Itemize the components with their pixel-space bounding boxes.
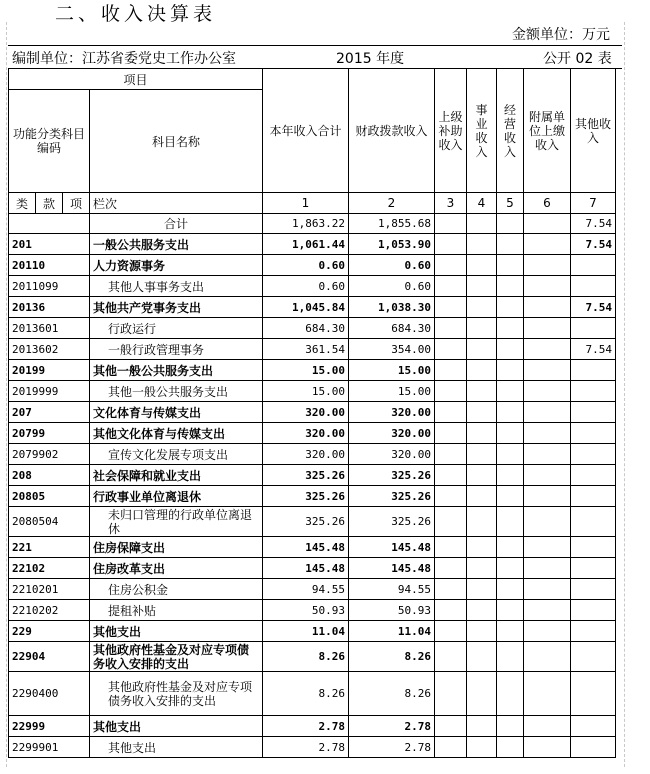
row-c7 bbox=[571, 672, 616, 716]
row-c1: 145.48 bbox=[263, 537, 349, 558]
project-header: 项目 bbox=[9, 69, 263, 90]
row-c2: 145.48 bbox=[349, 537, 435, 558]
empty-cell bbox=[467, 318, 497, 339]
form-label: 公开 02 表 bbox=[543, 51, 612, 67]
empty-cell bbox=[497, 672, 524, 716]
row-c7 bbox=[571, 737, 616, 758]
empty-cell bbox=[435, 402, 467, 423]
empty-cell bbox=[497, 600, 524, 621]
row-name: 未归口管理的行政单位离退休 bbox=[90, 507, 263, 537]
empty-cell bbox=[524, 486, 571, 507]
col6-header: 附属单位上缴收入 bbox=[524, 69, 571, 193]
row-code: 20805 bbox=[9, 486, 90, 507]
row-code: 2011099 bbox=[9, 276, 90, 297]
table-row bbox=[9, 558, 616, 579]
row-name: 其他支出 bbox=[90, 621, 263, 642]
empty-cell bbox=[497, 537, 524, 558]
row-c2: 8.26 bbox=[349, 672, 435, 716]
empty-cell bbox=[497, 737, 524, 758]
empty-cell bbox=[467, 255, 497, 276]
empty-cell bbox=[524, 255, 571, 276]
empty-cell bbox=[497, 402, 524, 423]
empty-cell bbox=[497, 423, 524, 444]
row-c7 bbox=[571, 360, 616, 381]
empty-cell bbox=[435, 297, 467, 318]
table-row bbox=[9, 402, 616, 423]
row-c2: 94.55 bbox=[349, 579, 435, 600]
empty-cell bbox=[524, 444, 571, 465]
table-row bbox=[9, 255, 616, 276]
row-name: 其他人事事务支出 bbox=[90, 276, 263, 297]
empty-cell bbox=[497, 486, 524, 507]
table-row bbox=[9, 465, 616, 486]
empty-cell bbox=[497, 579, 524, 600]
table-row bbox=[9, 423, 616, 444]
row-name: 其他一般公共服务支出 bbox=[90, 381, 263, 402]
empty-cell bbox=[467, 537, 497, 558]
row-c1: 2.78 bbox=[263, 716, 349, 737]
empty-cell bbox=[467, 465, 497, 486]
empty-cell bbox=[497, 621, 524, 642]
empty-cell bbox=[524, 579, 571, 600]
row-name: 一般行政管理事务 bbox=[90, 339, 263, 360]
col2-header: 财政拨款收入 bbox=[349, 69, 435, 193]
lei-header: 类 bbox=[9, 193, 36, 214]
empty-cell bbox=[467, 486, 497, 507]
row-name: 其他政府性基金及对应专项债务收入安排的支出 bbox=[90, 642, 263, 672]
empty-cell bbox=[435, 465, 467, 486]
row-name: 社会保障和就业支出 bbox=[90, 465, 263, 486]
empty-cell bbox=[524, 339, 571, 360]
row-c7 bbox=[571, 423, 616, 444]
row-c2: 354.00 bbox=[349, 339, 435, 360]
empty-cell bbox=[497, 507, 524, 537]
row-code: 2013601 bbox=[9, 318, 90, 339]
empty-cell bbox=[467, 579, 497, 600]
row-c2: 15.00 bbox=[349, 381, 435, 402]
row-code: 2210201 bbox=[9, 579, 90, 600]
row-c2: 325.26 bbox=[349, 465, 435, 486]
table-row bbox=[9, 381, 616, 402]
empty-cell bbox=[524, 716, 571, 737]
unit-label: 金额单位：万元 bbox=[512, 27, 610, 43]
row-name: 其他文化体育与传媒支出 bbox=[90, 423, 263, 444]
empty-cell bbox=[497, 360, 524, 381]
empty-cell bbox=[435, 318, 467, 339]
row-code: 22999 bbox=[9, 716, 90, 737]
row-code: 22904 bbox=[9, 642, 90, 672]
row-c7 bbox=[571, 621, 616, 642]
row-c1: 94.55 bbox=[263, 579, 349, 600]
row-code: 229 bbox=[9, 621, 90, 642]
row-code: 2079902 bbox=[9, 444, 90, 465]
table-row bbox=[9, 276, 616, 297]
empty-cell bbox=[467, 507, 497, 537]
col-num-4: 4 bbox=[467, 193, 497, 214]
empty-cell bbox=[497, 642, 524, 672]
empty-cell bbox=[467, 621, 497, 642]
row-name: 住房保障支出 bbox=[90, 537, 263, 558]
row-c2: 2.78 bbox=[349, 716, 435, 737]
empty-cell bbox=[467, 360, 497, 381]
empty-cell bbox=[524, 672, 571, 716]
row-code: 221 bbox=[9, 537, 90, 558]
row-c1: 1,061.44 bbox=[263, 234, 349, 255]
row-code: 22102 bbox=[9, 558, 90, 579]
row-code: 2019999 bbox=[9, 381, 90, 402]
row-name: 一般公共服务支出 bbox=[90, 234, 263, 255]
total-c1: 1,863.22 bbox=[263, 214, 349, 234]
row-c2: 1,053.90 bbox=[349, 234, 435, 255]
empty-cell bbox=[497, 444, 524, 465]
empty-cell bbox=[524, 276, 571, 297]
row-c2: 1,038.30 bbox=[349, 297, 435, 318]
empty-cell bbox=[467, 600, 497, 621]
empty-cell bbox=[435, 642, 467, 672]
table-row bbox=[9, 600, 616, 621]
empty-cell bbox=[497, 297, 524, 318]
row-c1: 325.26 bbox=[263, 507, 349, 537]
empty-cell bbox=[497, 318, 524, 339]
empty-cell bbox=[467, 402, 497, 423]
row-c7 bbox=[571, 444, 616, 465]
row-code: 2210202 bbox=[9, 600, 90, 621]
empty-cell bbox=[497, 465, 524, 486]
row-c7 bbox=[571, 716, 616, 737]
empty-cell bbox=[497, 558, 524, 579]
col-num-2: 2 bbox=[349, 193, 435, 214]
row-c1: 15.00 bbox=[263, 381, 349, 402]
empty-cell bbox=[524, 507, 571, 537]
empty-cell bbox=[524, 360, 571, 381]
row-name: 提租补贴 bbox=[90, 600, 263, 621]
empty-cell bbox=[497, 276, 524, 297]
empty-cell bbox=[435, 360, 467, 381]
row-c2: 320.00 bbox=[349, 402, 435, 423]
row-c7 bbox=[571, 507, 616, 537]
table-row bbox=[9, 339, 616, 360]
row-c1: 684.30 bbox=[263, 318, 349, 339]
income-table bbox=[8, 68, 616, 758]
row-code: 20799 bbox=[9, 423, 90, 444]
row-c7 bbox=[571, 642, 616, 672]
empty-cell bbox=[524, 642, 571, 672]
empty-cell bbox=[435, 234, 467, 255]
empty-cell bbox=[435, 507, 467, 537]
row-c1: 320.00 bbox=[263, 423, 349, 444]
empty-cell bbox=[467, 716, 497, 737]
col3-header: 上级补助收入 bbox=[435, 69, 467, 193]
row-name: 其他一般公共服务支出 bbox=[90, 360, 263, 381]
row-c2: 0.60 bbox=[349, 276, 435, 297]
row-c1: 325.26 bbox=[263, 465, 349, 486]
empty-cell bbox=[497, 339, 524, 360]
empty-cell bbox=[435, 276, 467, 297]
row-name: 宣传文化发展专项支出 bbox=[90, 444, 263, 465]
empty-cell bbox=[497, 716, 524, 737]
empty-cell bbox=[467, 234, 497, 255]
empty-cell bbox=[435, 672, 467, 716]
empty-cell bbox=[467, 381, 497, 402]
empty-cell bbox=[524, 621, 571, 642]
col-num-3: 3 bbox=[435, 193, 467, 214]
kuan-header: 款 bbox=[36, 193, 63, 214]
empty-cell bbox=[467, 423, 497, 444]
row-c2: 11.04 bbox=[349, 621, 435, 642]
table-row bbox=[9, 486, 616, 507]
row-c7: 7.54 bbox=[571, 339, 616, 360]
row-c1: 8.26 bbox=[263, 672, 349, 716]
empty-cell bbox=[524, 234, 571, 255]
row-c7 bbox=[571, 276, 616, 297]
row-c1: 1,045.84 bbox=[263, 297, 349, 318]
empty-cell bbox=[524, 737, 571, 758]
table-row bbox=[9, 642, 616, 672]
table-row bbox=[9, 672, 616, 716]
table-row bbox=[9, 579, 616, 600]
row-c2: 0.60 bbox=[349, 255, 435, 276]
empty-cell bbox=[467, 558, 497, 579]
row-c1: 8.26 bbox=[263, 642, 349, 672]
row-c1: 2.78 bbox=[263, 737, 349, 758]
col5-header: 经营收入 bbox=[497, 69, 524, 193]
row-c1: 145.48 bbox=[263, 558, 349, 579]
total-label: 合计 bbox=[90, 214, 263, 234]
empty-cell bbox=[467, 672, 497, 716]
table-row bbox=[9, 360, 616, 381]
empty-cell bbox=[467, 339, 497, 360]
row-c7 bbox=[571, 318, 616, 339]
table-row bbox=[9, 297, 616, 318]
row-c2: 50.93 bbox=[349, 600, 435, 621]
row-c7: 7.54 bbox=[571, 234, 616, 255]
empty-cell bbox=[435, 537, 467, 558]
row-c7 bbox=[571, 537, 616, 558]
row-code: 2080504 bbox=[9, 507, 90, 537]
empty-cell bbox=[435, 716, 467, 737]
empty-cell bbox=[524, 297, 571, 318]
row-c7 bbox=[571, 255, 616, 276]
row-code: 20136 bbox=[9, 297, 90, 318]
row-c2: 8.26 bbox=[349, 642, 435, 672]
row-c7 bbox=[571, 486, 616, 507]
row-name: 其他共产党事务支出 bbox=[90, 297, 263, 318]
row-c1: 361.54 bbox=[263, 339, 349, 360]
row-name: 其他支出 bbox=[90, 716, 263, 737]
org-label: 编制单位：江苏省委党史工作办公室 bbox=[12, 51, 236, 67]
col4-header: 事业收入 bbox=[467, 69, 497, 193]
col-num-5: 5 bbox=[497, 193, 524, 214]
row-name: 住房公积金 bbox=[90, 579, 263, 600]
row-name: 其他支出 bbox=[90, 737, 263, 758]
row-c7 bbox=[571, 558, 616, 579]
row-c2: 320.00 bbox=[349, 423, 435, 444]
table-row bbox=[9, 737, 616, 758]
row-code: 2299901 bbox=[9, 737, 90, 758]
row-c7 bbox=[571, 381, 616, 402]
table-row bbox=[9, 234, 616, 255]
empty-cell bbox=[497, 234, 524, 255]
row-c1: 50.93 bbox=[263, 600, 349, 621]
lanci-header: 栏次 bbox=[90, 193, 263, 214]
xiang-header: 项 bbox=[63, 193, 90, 214]
row-name: 住房改革支出 bbox=[90, 558, 263, 579]
row-c2: 320.00 bbox=[349, 444, 435, 465]
row-c7 bbox=[571, 579, 616, 600]
row-code: 20199 bbox=[9, 360, 90, 381]
row-c1: 15.00 bbox=[263, 360, 349, 381]
empty-cell bbox=[467, 444, 497, 465]
table-row bbox=[9, 444, 616, 465]
row-code: 20110 bbox=[9, 255, 90, 276]
col-num-7: 7 bbox=[571, 193, 616, 214]
row-c2: 684.30 bbox=[349, 318, 435, 339]
empty-cell bbox=[524, 600, 571, 621]
empty-cell bbox=[497, 255, 524, 276]
row-c2: 325.26 bbox=[349, 507, 435, 537]
row-code: 207 bbox=[9, 402, 90, 423]
row-c1: 325.26 bbox=[263, 486, 349, 507]
empty-cell bbox=[435, 558, 467, 579]
empty-cell bbox=[524, 558, 571, 579]
row-name: 行政运行 bbox=[90, 318, 263, 339]
row-c1: 11.04 bbox=[263, 621, 349, 642]
row-c7 bbox=[571, 402, 616, 423]
row-c1: 0.60 bbox=[263, 276, 349, 297]
col-num-6: 6 bbox=[524, 193, 571, 214]
empty-cell bbox=[524, 318, 571, 339]
col7-header: 其他收入 bbox=[571, 69, 616, 193]
table-row bbox=[9, 318, 616, 339]
empty-cell bbox=[524, 402, 571, 423]
row-c7: 7.54 bbox=[571, 297, 616, 318]
empty-cell bbox=[467, 276, 497, 297]
row-c1: 0.60 bbox=[263, 255, 349, 276]
empty-cell bbox=[435, 737, 467, 758]
row-c7 bbox=[571, 465, 616, 486]
empty-cell bbox=[467, 642, 497, 672]
table-row bbox=[9, 507, 616, 537]
empty-cell bbox=[435, 579, 467, 600]
empty-cell bbox=[524, 381, 571, 402]
row-code: 201 bbox=[9, 234, 90, 255]
row-name: 人力资源事务 bbox=[90, 255, 263, 276]
empty-cell bbox=[435, 381, 467, 402]
empty-cell bbox=[435, 255, 467, 276]
row-c1: 320.00 bbox=[263, 444, 349, 465]
row-c2: 2.78 bbox=[349, 737, 435, 758]
total-c2: 1,855.68 bbox=[349, 214, 435, 234]
row-c2: 325.26 bbox=[349, 486, 435, 507]
empty-cell bbox=[467, 737, 497, 758]
row-code: 208 bbox=[9, 465, 90, 486]
func-code-header: 功能分类科目编码 bbox=[9, 90, 90, 193]
table-row bbox=[9, 537, 616, 558]
empty-cell bbox=[467, 297, 497, 318]
table-row bbox=[9, 621, 616, 642]
year-label: 2015 年度 bbox=[336, 51, 405, 67]
row-code: 2013602 bbox=[9, 339, 90, 360]
row-code: 2290400 bbox=[9, 672, 90, 716]
row-c2: 145.48 bbox=[349, 558, 435, 579]
total-c7: 7.54 bbox=[571, 214, 616, 234]
empty-cell bbox=[524, 465, 571, 486]
empty-cell bbox=[435, 444, 467, 465]
empty-cell bbox=[435, 339, 467, 360]
row-name: 行政事业单位离退休 bbox=[90, 486, 263, 507]
empty-cell bbox=[435, 621, 467, 642]
empty-cell bbox=[497, 381, 524, 402]
row-c7 bbox=[571, 600, 616, 621]
page-title: 二、收入决算表 bbox=[55, 3, 217, 25]
empty-cell bbox=[524, 423, 571, 444]
row-name: 其他政府性基金及对应专项债务收入安排的支出 bbox=[90, 672, 263, 716]
col-num-1: 1 bbox=[263, 193, 349, 214]
subject-name-header: 科目名称 bbox=[90, 90, 263, 193]
empty-cell bbox=[435, 486, 467, 507]
row-c2: 15.00 bbox=[349, 360, 435, 381]
empty-cell bbox=[524, 537, 571, 558]
row-name: 文化体育与传媒支出 bbox=[90, 402, 263, 423]
empty-cell bbox=[435, 423, 467, 444]
meta-row bbox=[8, 45, 622, 69]
total-row bbox=[9, 214, 616, 234]
row-c1: 320.00 bbox=[263, 402, 349, 423]
empty-cell bbox=[435, 600, 467, 621]
table-row bbox=[9, 716, 616, 737]
col1-header: 本年收入合计 bbox=[263, 69, 349, 193]
